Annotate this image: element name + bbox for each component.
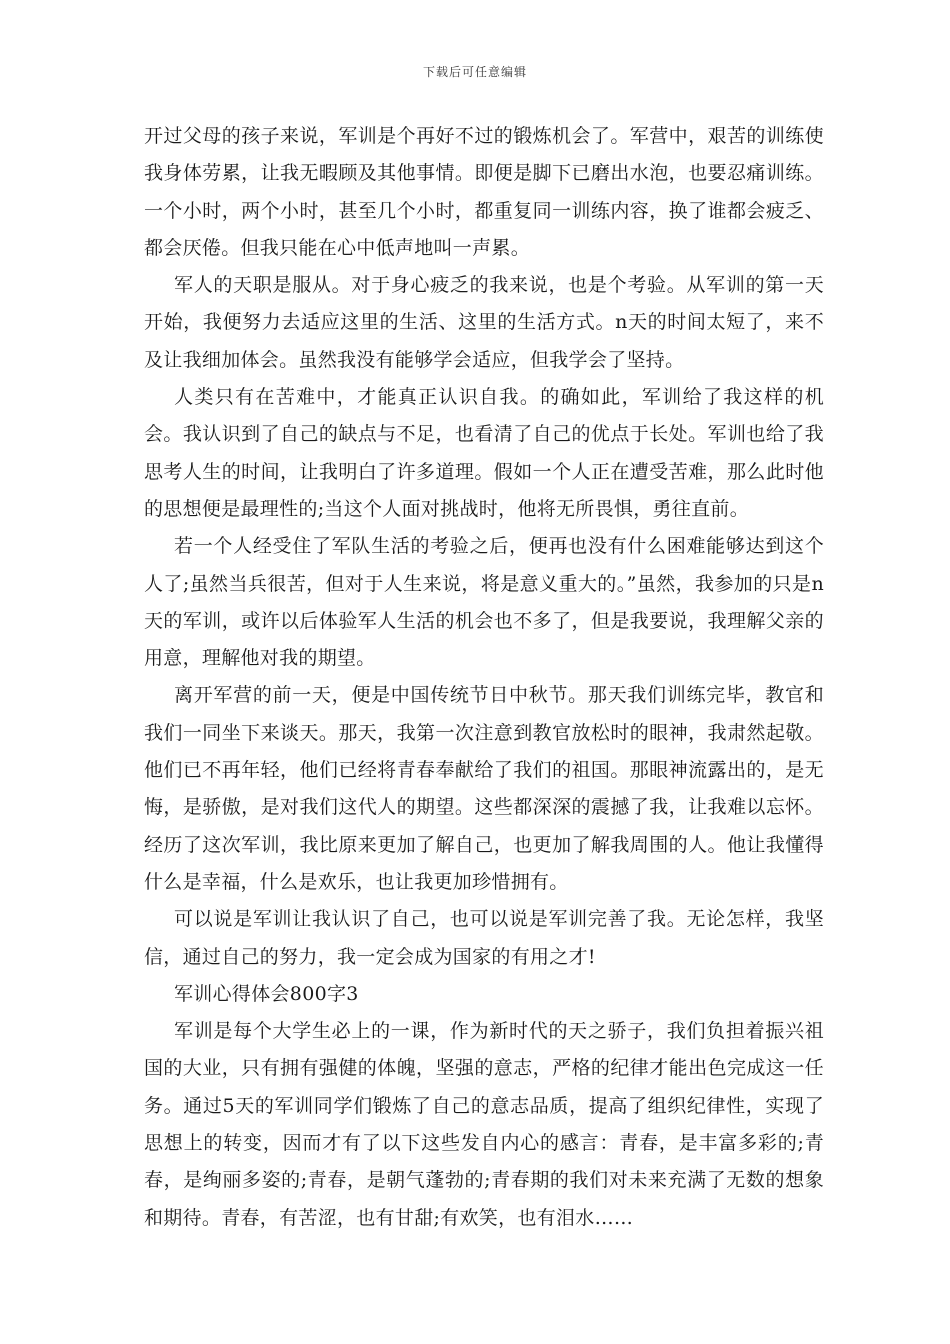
paragraph-7: 军训是每个大学生必上的一课，作为新时代的天之骄子，我们负担着振兴祖国的大业，只有拥有强健的体魄，坚强的意志，严格的纪律才能出色完成这一任务。通过5天的军训同学们锻炼了自己的意志品质，提高了组织纪律性，实现了思想上的转变，因而才有了以下这些发自内心的感言：青春，是丰富多彩的;青春，是绚丽多姿的;青春，是朝气蓬勃的;青春期的我们对未来充满了无数的想象和期待。青春，有苦涩，也有甘甜;有欢笑，也有泪水…… xyxy=(144,1020,824,1229)
page-header: 下载后可任意编辑 xyxy=(422,65,527,79)
paragraph-5: 离开军营的前一天，便是中国传统节日中秋节。那天我们训练完毕，教官和我们一同坐下来谈天。那天，我第一次注意到教官放松时的眼神，我肃然起敬。他们已不再年轻，他们已经将青春奉献给了我们的祖国。那眼神流露出的，是无悔，是骄傲，是对我们这代人的期望。这些都深深的震撼了我，让我难以忘怀。经历了这次军训，我比原来更加了解自己，也更加了解我周围的人。他让我懂得什么是幸福，什么是欢乐，也让我更加珍惜拥有。 xyxy=(144,684,824,893)
paragraph-1: 开过父母的孩子来说，军训是个再好不过的锻炼机会了。军营中，艰苦的训练使我身体劳累，让我无暇顾及其他事情。即便是脚下已磨出水泡，也要忍痛训练。一个小时，两个小时，甚至几个小时，都重复同一训练内容，换了谁都会疲乏、都会厌倦。但我只能在心中低声地叫一声累。 xyxy=(144,125,824,259)
paragraph-6: 可以说是军训让我认识了自己，也可以说是军训完善了我。无论怎样，我坚信，通过自己的努力，我一定会成为国家的有用之才! xyxy=(144,908,824,968)
document-body xyxy=(144,118,824,1237)
section-heading: 军训心得体会800字3 xyxy=(174,982,359,1005)
paragraph-4: 若一个人经受住了军队生活的考验之后，便再也没有什么困难能够达到这个人了;虽然当兵很苦，但对于人生来说，将是意义重大的。”虽然，我参加的只是n天的军训，或许以后体验军人生活的机会也不多了，但是我要说，我理解父亲的用意，理解他对我的期望。 xyxy=(144,535,824,670)
paragraph-2: 军人的天职是服从。对于身心疲乏的我来说，也是个考验。从军训的第一天开始，我便努力去适应这里的生活、这里的生活方式。n天的时间太短了，来不及让我细加体会。虽然我没有能够学会适应，但我学会了坚持。 xyxy=(144,274,824,371)
paragraph-3: 人类只有在苦难中，才能真正认识自我。的确如此，军训给了我这样的机会。我认识到了自己的缺点与不足，也看清了自己的优点于长处。军训也给了我思考人生的时间，让我明白了许多道理。假如一个人正在遭受苦难，那么此时他的思想便是最理性的;当这个人面对挑战时，他将无所畏惧，勇往直前。 xyxy=(144,386,824,520)
